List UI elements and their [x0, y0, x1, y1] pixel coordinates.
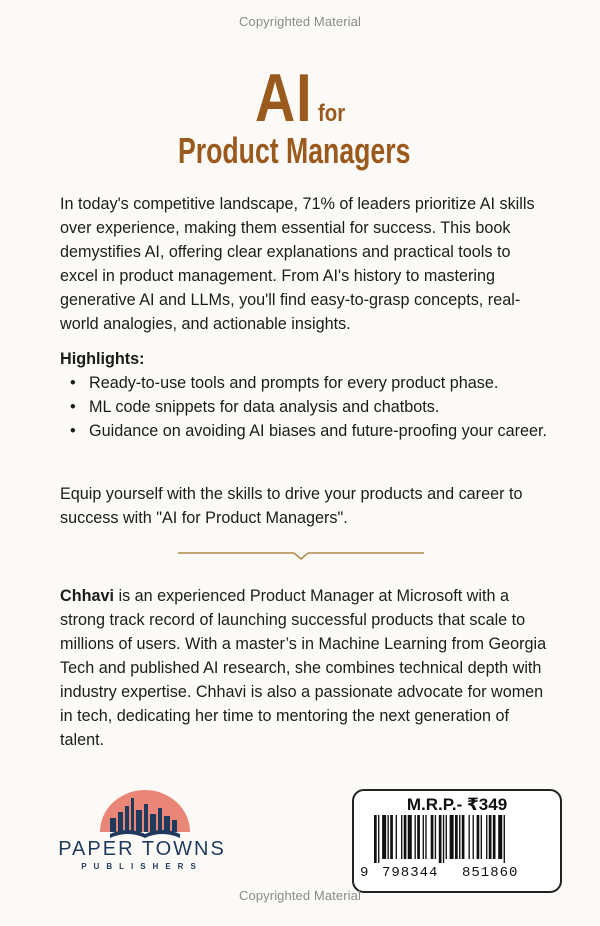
barcode-bar: [469, 815, 470, 859]
barcode-bar: [404, 815, 407, 859]
bullet-icon: •: [70, 374, 76, 392]
barcode-bar: [450, 815, 454, 859]
barcode-bar: [374, 815, 377, 863]
highlights-list: [60, 371, 550, 443]
barcode-bar: [459, 815, 460, 859]
barcode-bar: [477, 815, 480, 859]
barcode-bar: [489, 815, 492, 859]
copyright-watermark-top: Copyrighted Material: [239, 14, 361, 29]
title-ai: AI: [255, 60, 313, 136]
barcode-bar: [473, 815, 474, 859]
book-title: [0, 60, 600, 180]
barcode-bar: [443, 815, 444, 863]
barcode-bar: [378, 815, 379, 863]
highlight-text: Guidance on avoiding AI biases and future-proofing your career.: [89, 422, 548, 440]
barcode-right-digits: 851860: [462, 865, 519, 881]
title-for: for: [318, 100, 346, 127]
barcode-bar: [388, 815, 389, 859]
barcode-bar: [417, 815, 420, 859]
barcode-bar: [486, 815, 487, 859]
barcode-bar: [481, 815, 482, 859]
list-item: [60, 371, 550, 395]
barcode-bar: [446, 815, 447, 859]
barcode-bar: [408, 815, 412, 859]
barcode-bar: [455, 815, 458, 859]
barcode-bar: [382, 815, 386, 859]
barcode-first-digit: 9: [360, 865, 369, 881]
highlight-text: ML code snippets for data analysis and chatbots.: [89, 398, 440, 416]
barcode-bar: [462, 815, 465, 859]
barcode-bar: [401, 815, 402, 859]
intro-paragraph: In today's competitive landscape, 71% of leaders prioritize AI skills over experience, making them essential for success. This book demystifies AI, offering clear explanations and practical tools to excel in product management. From AI's history to mastering generative AI and LLMs, you'll find easy-to-grasp concepts, real-world analogies, and actionable insights.: [60, 195, 535, 333]
ornament-divider: [178, 551, 424, 561]
bullet-icon: •: [70, 398, 76, 416]
list-item: [60, 395, 550, 419]
barcode-bar: [423, 815, 424, 859]
barcode-bar: [435, 815, 436, 859]
barcode-left-digits: 798344: [382, 865, 439, 881]
publisher-name: PAPER TOWNS: [58, 838, 226, 860]
barcode-bar: [504, 815, 505, 863]
author-bio-text: is an experienced Product Manager at Microsoft with a strong track record of launching successful products that scale to millions of users. With a master’s in Machine Learning from Georgia Tech and published AI research, she combines technical depth with industry expertise. Chhavi is also a passionate advocate for women in tech, dedicating her time to mentoring the next generation of talent.: [60, 587, 547, 749]
price-label: M.R.P.- ₹349: [406, 795, 508, 814]
highlights-heading: Highlights:: [60, 350, 145, 368]
list-item: [60, 419, 550, 443]
barcode-bar: [396, 815, 397, 859]
barcode-bar: [415, 815, 416, 859]
barcode-bar: [493, 815, 496, 859]
barcode-bar: [390, 815, 393, 859]
barcode-bar: [431, 815, 434, 859]
bullet-icon: •: [70, 422, 76, 440]
author-name: Chhavi: [60, 587, 114, 605]
barcode-icon: [374, 815, 542, 863]
publisher-subtitle: PUBLISHERS: [81, 862, 203, 871]
highlight-text: Ready-to-use tools and prompts for every product phase.: [89, 374, 499, 392]
barcode-bar: [498, 815, 502, 859]
copyright-watermark-bottom: Copyrighted Material: [239, 888, 361, 903]
title-product-managers: Product Managers: [178, 130, 411, 171]
price-barcode-label: [352, 789, 562, 893]
barcode-bar: [425, 815, 426, 859]
barcode-bar: [439, 815, 442, 863]
closing-paragraph: Equip yourself with the skills to drive your products and career to success with "AI for Product Managers".: [60, 485, 523, 527]
author-bio: [60, 584, 550, 752]
